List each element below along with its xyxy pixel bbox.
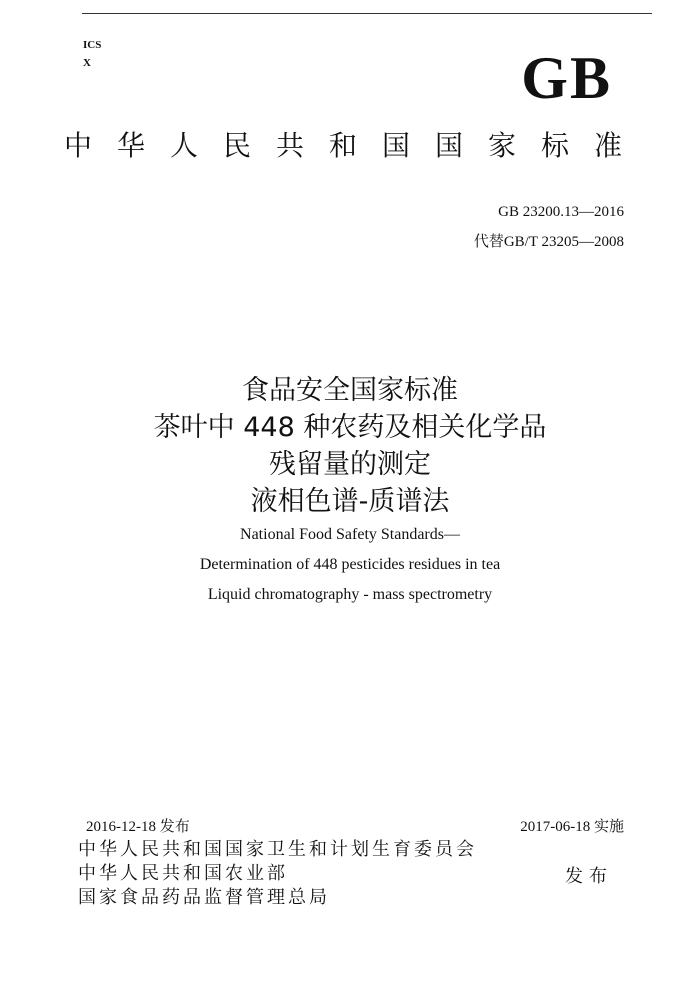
issuing-authorities	[78, 838, 477, 910]
classification-codes	[83, 36, 101, 72]
title-line: National Food Safety Standards—	[240, 526, 460, 543]
ics-label: ICS	[83, 39, 102, 51]
ccs-label: X	[83, 57, 91, 69]
publish-label: 发布	[565, 866, 613, 887]
national-standard-heading: 中华人民共和国国家标准	[64, 129, 648, 162]
top-rule	[82, 13, 652, 14]
title-line: Liquid chromatography - mass spectrometry	[207, 586, 493, 603]
gb-logo: GB	[521, 45, 612, 111]
issuer: 国家食品药品监督管理总局	[78, 887, 330, 908]
english-title	[0, 520, 700, 610]
issue-date: 2016-12-18 发布	[86, 819, 190, 835]
replaces-standard: 代替GB/T 23205—2008	[473, 234, 624, 250]
issuer: 中华人民共和国农业部	[78, 863, 288, 884]
issuer: 中华人民共和国国家卫生和计划生育委员会	[78, 839, 477, 860]
title-line: 食品安全国家标准	[242, 375, 458, 406]
title-line: Determination of 448 pesticides residues in tea	[199, 556, 501, 573]
implementation-date: 2017-06-18 实施	[520, 819, 624, 835]
title-line: 茶叶中 448 种农药及相关化学品	[153, 412, 547, 443]
title-line: 液相色谱-质谱法	[250, 486, 450, 517]
chinese-title	[0, 372, 700, 520]
standard-number: GB 23200.13—2016	[498, 204, 624, 220]
title-line: 残留量的测定	[269, 449, 431, 480]
